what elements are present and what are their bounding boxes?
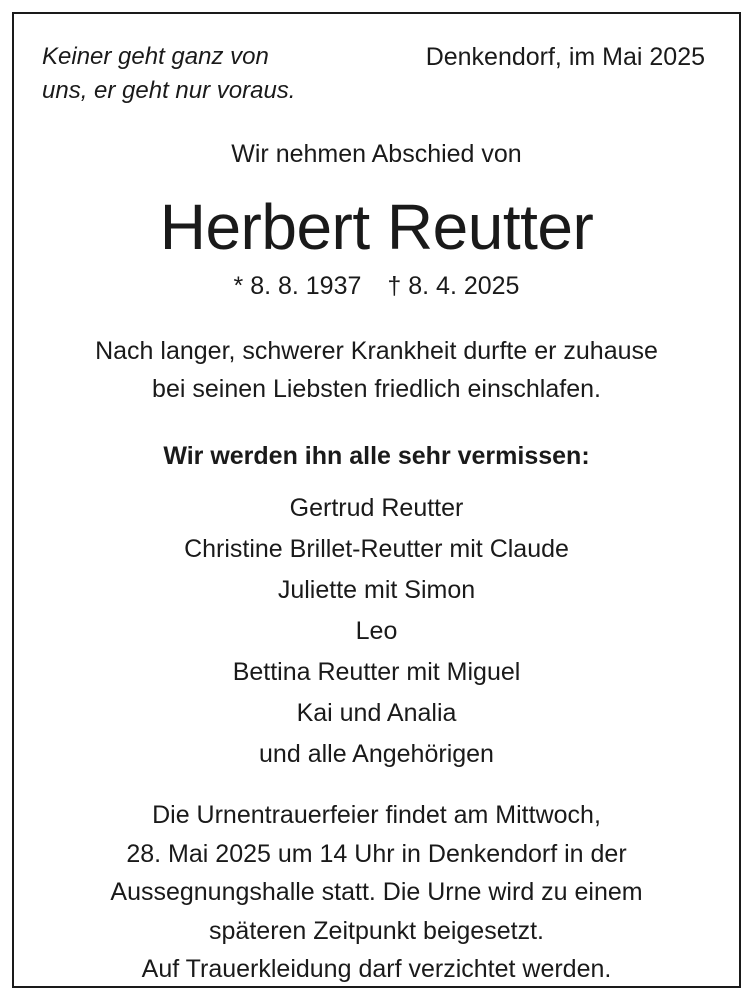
quote-line: uns, er geht nur voraus.: [42, 77, 296, 104]
intro-line: Wir nehmen Abschied von: [231, 140, 522, 168]
mourner-name: Bettina Reutter mit Miguel: [232, 658, 521, 686]
place-date: Denkendorf, im Mai 2025: [425, 43, 705, 71]
ceremony-line: Die Urnentrauerfeier findet am Mittwoch,: [152, 801, 601, 829]
ceremony-line: 28. Mai 2025 um 14 Uhr in Denkendorf in der: [126, 839, 627, 868]
mourner-name: Juliette mit Simon: [277, 576, 476, 604]
mourners-list: [14, 488, 739, 775]
passing-text: [14, 332, 739, 408]
mourner-name: Gertrud Reutter: [289, 494, 464, 522]
obituary-notice: [12, 12, 741, 988]
quote-line: Keiner geht ganz von: [42, 43, 269, 70]
deceased-name: Herbert Reutter: [159, 191, 594, 263]
mourner-name: Kai und Analia: [296, 699, 457, 727]
passing-text-line: Nach langer, schwerer Krankheit durfte er zuhause: [95, 337, 658, 365]
memorial-quote: [42, 40, 342, 108]
life-dates: [14, 270, 739, 302]
mourner-name: Christine Brillet-Reutter mit Claude: [184, 535, 569, 563]
passing-text-line: bei seinen Liebsten friedlich einschlafen.: [152, 375, 601, 403]
mourners-heading: Wir werden ihn alle sehr vermissen:: [163, 442, 590, 470]
ceremony-details: [14, 796, 739, 989]
mourner-name: Leo: [355, 617, 398, 645]
birth-date: * 8. 8. 1937: [233, 272, 362, 300]
death-date: † 8. 4. 2025: [387, 272, 520, 300]
ceremony-line: späteren Zeitpunkt beigesetzt.: [209, 916, 544, 945]
ceremony-line: Aussegnungshalle statt. Die Urne wird zu einem: [110, 878, 643, 906]
mourner-name: und alle Angehörigen: [259, 740, 494, 768]
ceremony-line: Auf Trauerkleidung darf verzichtet werden.: [141, 955, 612, 983]
